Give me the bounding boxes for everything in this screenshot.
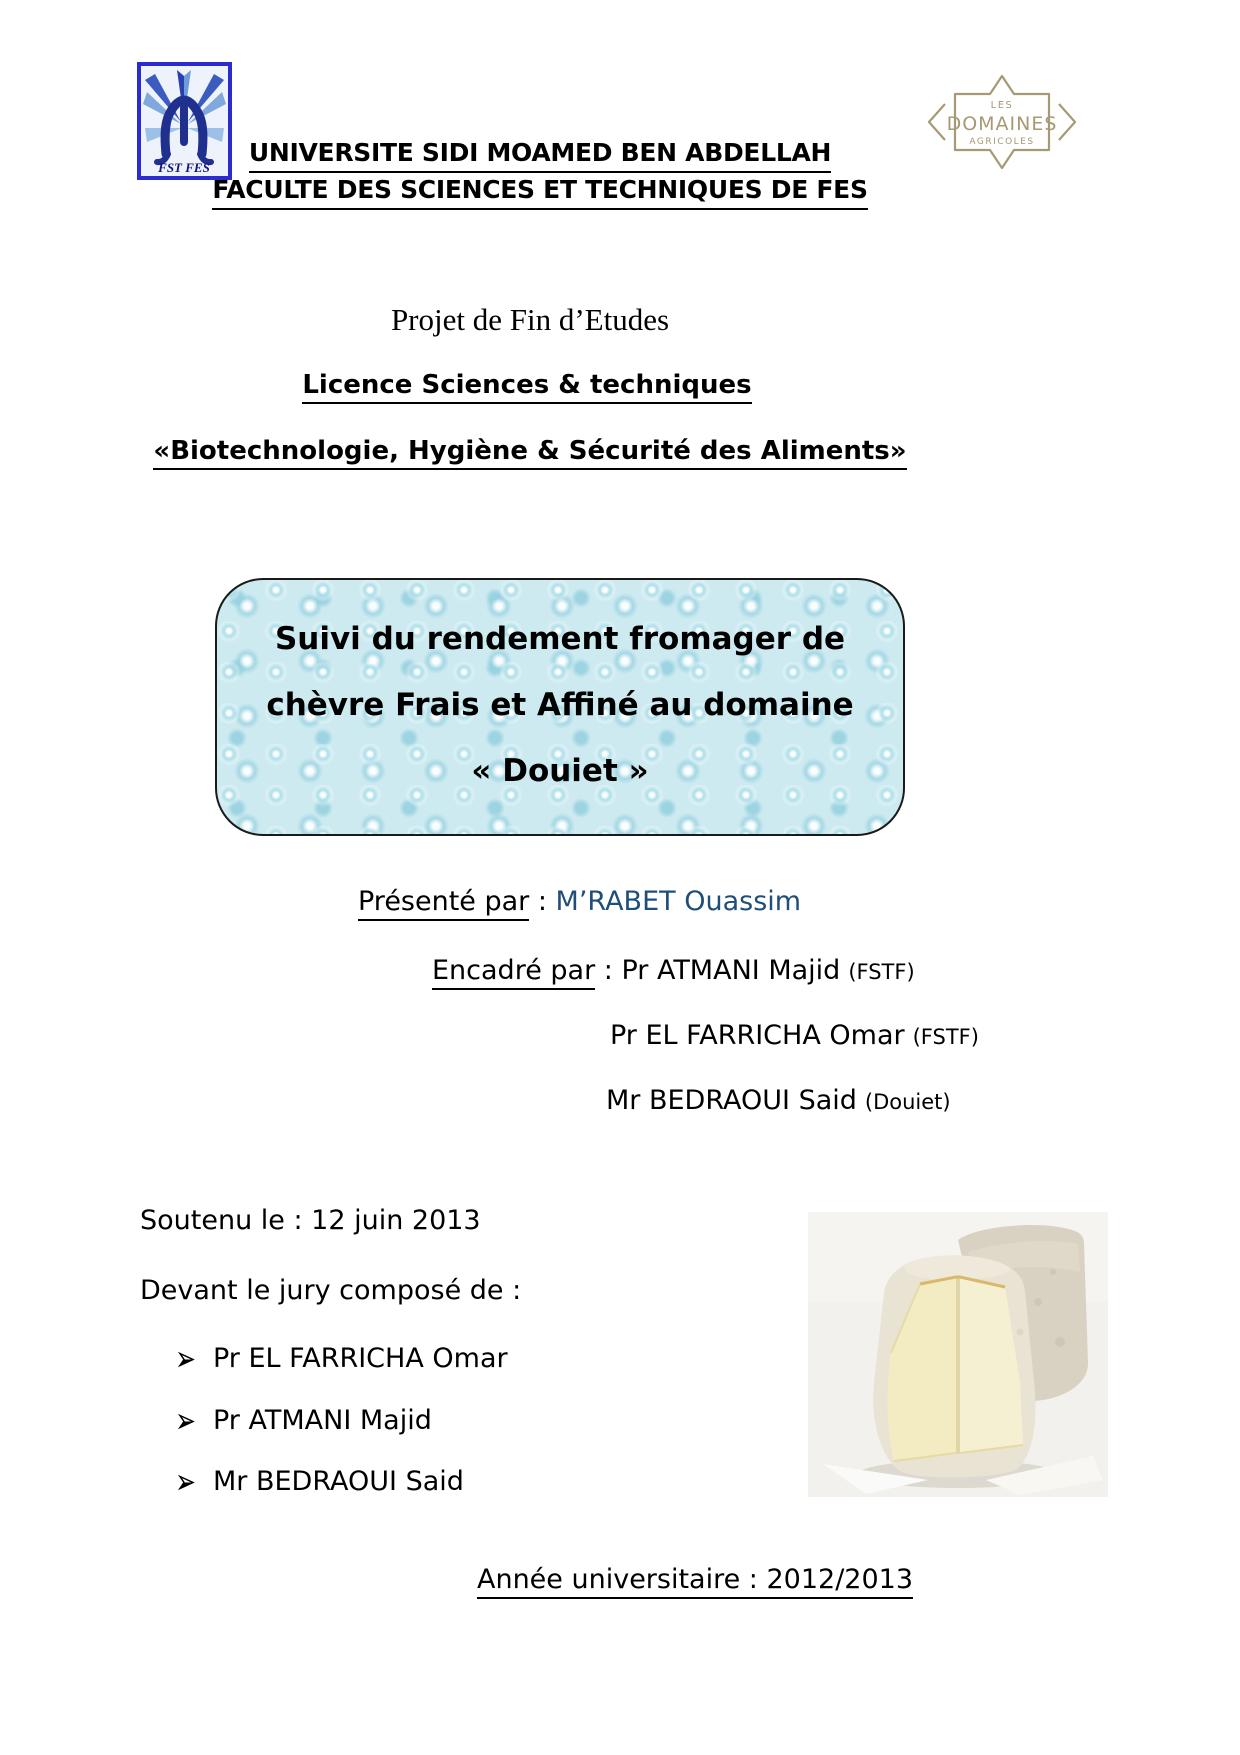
thesis-title-line-3: « Douiet »	[471, 753, 649, 789]
jury-member-name: Mr BEDRAOUI Said	[213, 1466, 464, 1497]
colon-separator: :	[529, 886, 556, 917]
cheese-photo	[808, 1212, 1108, 1497]
academic-year-line: Année universitaire : 2012/2013	[295, 1564, 1095, 1599]
jury-member-name: Pr EL FARRICHA Omar	[213, 1343, 508, 1374]
supervisor-affiliation: (FSTF)	[912, 1025, 979, 1049]
arrowhead-bullet-icon	[178, 1467, 195, 1498]
degree-line: Licence Sciences & techniques	[0, 370, 1054, 404]
colon-separator: :	[595, 955, 622, 986]
domaines-logo-domaines: DOMAINES	[946, 113, 1058, 135]
supervised-by-label: Encadré par	[432, 955, 595, 990]
jury-intro-line: Devant le jury composé de :	[140, 1275, 522, 1306]
supervisor-affiliation: (Douiet)	[864, 1090, 951, 1114]
jury-member-item	[178, 1466, 464, 1497]
faculty-name: FACULTE DES SCIENCES ET TECHNIQUES DE FES	[212, 173, 867, 210]
presented-by-label: Présenté par	[358, 886, 529, 921]
logo-right-chevron	[1059, 104, 1075, 140]
project-type-line: Projet de Fin d’Etudes	[390, 302, 670, 337]
jury-member-item	[178, 1405, 432, 1436]
university-header	[120, 136, 960, 210]
domaines-logo-agricoles: AGRICOLES	[969, 137, 1035, 147]
defense-date-line: Soutenu le : 12 juin 2013	[140, 1205, 481, 1236]
arrowhead-bullet-icon	[178, 1406, 195, 1437]
thesis-title-line-2: chèvre Frais et Affiné au domaine	[266, 687, 854, 723]
supervisor-line	[606, 1085, 951, 1116]
supervisor-name: Mr BEDRAOUI Said	[606, 1085, 857, 1116]
supervisor-line	[610, 1020, 979, 1051]
supervisor-name: Pr ATMANI Majid	[621, 955, 841, 986]
thesis-title-line-1: Suivi du rendement fromager de	[274, 621, 846, 657]
arrowhead-bullet-icon	[178, 1344, 195, 1375]
presented-by-line	[358, 886, 801, 921]
supervisor-affiliation: (FSTF)	[848, 960, 915, 984]
thesis-title-box	[215, 578, 905, 836]
supervisor-name: Pr EL FARRICHA Omar	[610, 1020, 905, 1051]
logo-left-chevron	[929, 104, 945, 140]
fst-fes-logo-text: FST FES	[158, 160, 210, 175]
student-name: M’RABET Ouassim	[555, 886, 802, 917]
jury-member-item	[178, 1343, 508, 1374]
supervised-by-line	[432, 955, 915, 990]
jury-member-name: Pr ATMANI Majid	[213, 1405, 432, 1436]
specialty-line: «Biotechnologie, Hygiène & Sécurité des Aliments»	[0, 436, 1060, 470]
university-name: UNIVERSITE SIDI MOAMED BEN ABDELLAH	[249, 136, 831, 173]
domaines-logo-les: LES	[990, 100, 1014, 111]
